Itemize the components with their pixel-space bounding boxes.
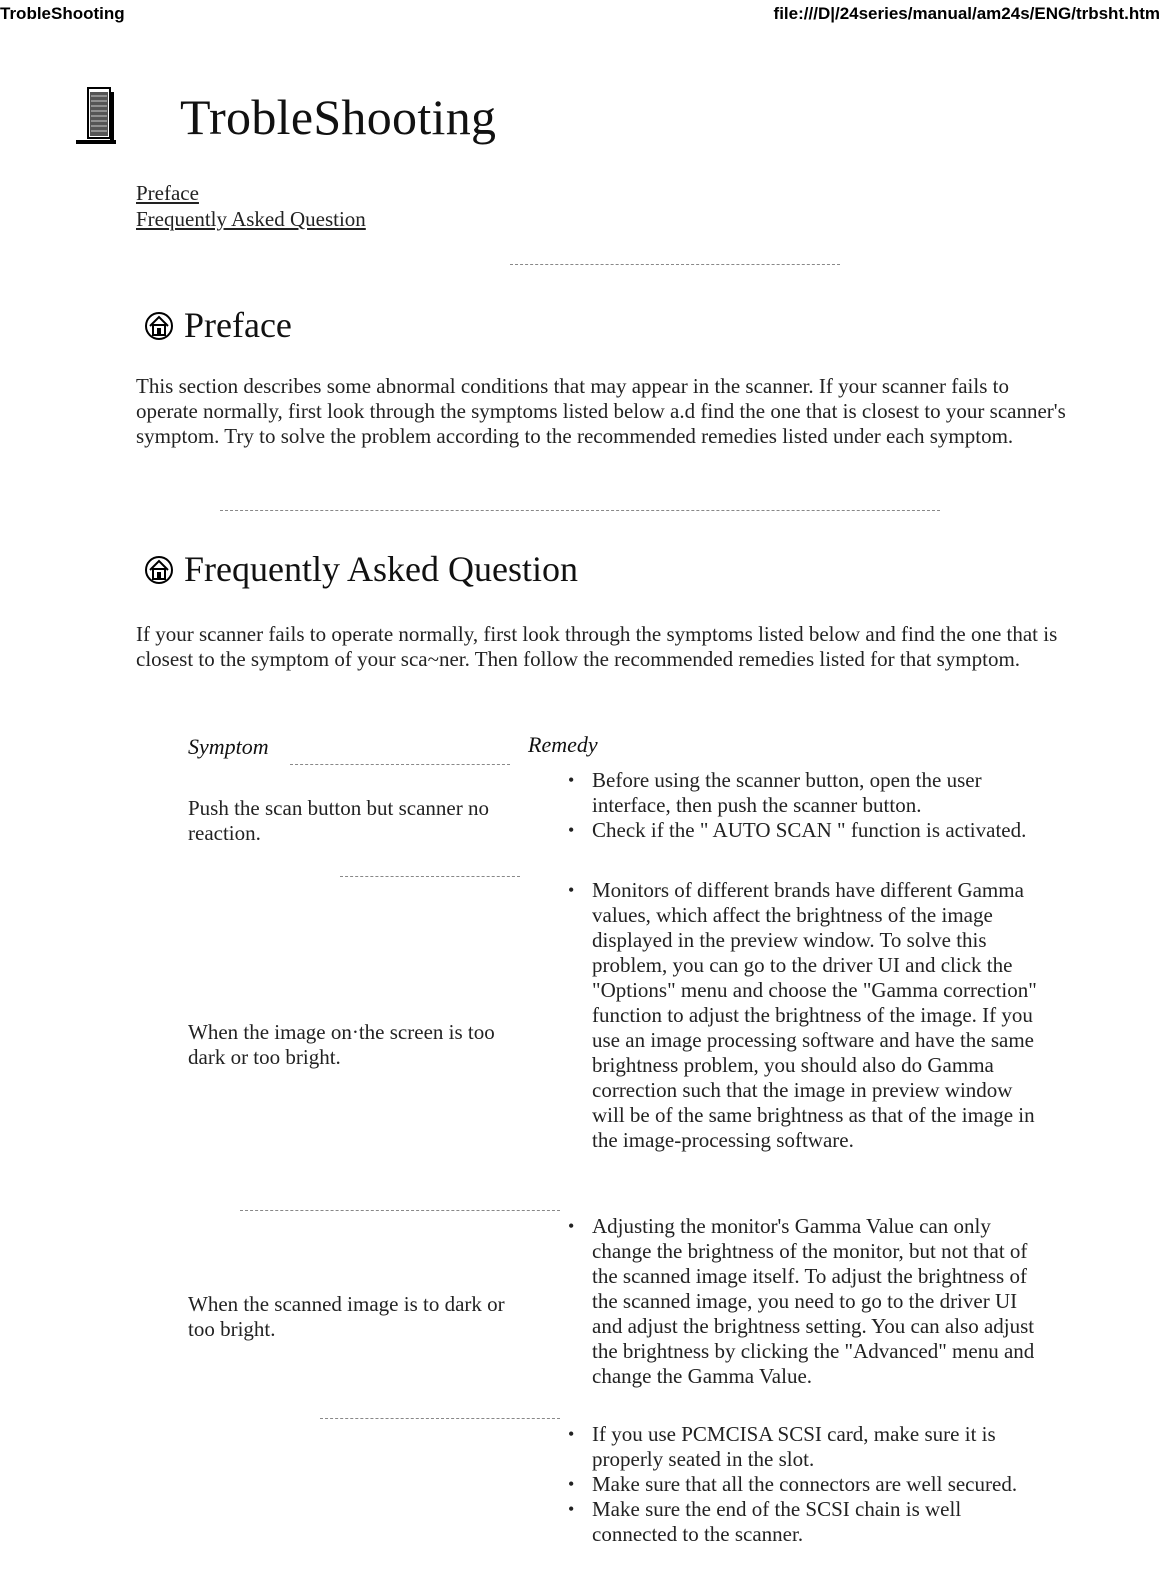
faq-heading: Frequently Asked Question (184, 549, 578, 589)
divider (240, 1210, 560, 1211)
remedy-list (566, 1422, 1046, 1547)
document-icon (74, 84, 120, 150)
table-of-contents (136, 180, 366, 232)
remedy-item: • Check if the " AUTO SCAN " function is activated. (566, 818, 1046, 843)
divider (510, 264, 840, 265)
remedy-list (566, 768, 1046, 843)
preface-heading: Preface (184, 305, 292, 345)
divider (290, 764, 510, 765)
print-header-title: TrobleShooting (0, 4, 125, 23)
remedy-list (566, 1214, 1046, 1389)
column-header-remedy: Remedy (528, 732, 598, 757)
divider (340, 876, 520, 877)
page-title: TrobleShooting (180, 89, 497, 145)
symptom-cell: When the image on·the screen is too dark or too bright. (188, 1020, 495, 1069)
home-icon (144, 310, 174, 340)
preface-heading-row (144, 304, 292, 346)
remedy-item: • Adjusting the monitor's Gamma Value can only change the brightness of the monitor, but not that of the scanned image itself. To adjust the brightness of the scanned image, you need to go to the driver UI and adjust the brightness setting. You can also adjust the brightness by clicking the "Advanced" menu and change the Gamma Value. (566, 1214, 1046, 1389)
toc-link-preface[interactable]: Preface (136, 181, 199, 205)
divider (320, 1418, 560, 1419)
divider (220, 510, 940, 511)
remedy-item: • Monitors of different brands have different Gamma values, which affect the brightness of the image displayed in the preview window. To solve this problem, you can go to the driver UI and click the "Options" menu and choose the "Gamma correction" function to adjust the brightness of the image. If you use an image processing software and have the same brightness problem, you should also do Gamma correction such that the image in preview window will be of the same brightness as that of the image in the image-processing software. (566, 878, 1046, 1153)
page-title-row (74, 84, 496, 150)
remedy-item: • Before using the scanner button, open the user interface, then push the scanner button. (566, 768, 1046, 818)
remedy-item: • If you use PCMCISA SCSI card, make sure it is properly seated in the slot. (566, 1422, 1046, 1472)
print-header-url: file:///D|/24series/manual/am24s/ENG/trbsht.htm (773, 4, 1160, 23)
remedy-item: • Make sure that all the connectors are well secured. (566, 1472, 1046, 1497)
remedy-item: • Make sure the end of the SCSI chain is well connected to the scanner. (566, 1497, 1046, 1547)
symptom-cell: Push the scan button but scanner no reaction. (188, 796, 489, 845)
faq-intro: If your scanner fails to operate normally, first look through the symptoms listed below and find the one that is closest to the symptom of your sca~ner. Then follow the recommended remedies listed for that symptom. (136, 622, 1058, 671)
column-header-symptom: Symptom (188, 734, 269, 759)
faq-heading-row (144, 548, 578, 590)
remedy-list (566, 878, 1046, 1153)
preface-text: This section describes some abnormal conditions that may appear in the scanner. If your scanner fails to operate normally, first look through the symptoms listed below a.d find the one that is closest to your scanner's symptom. Try to solve the problem according to the recommended remedies listed under each symptom. (136, 374, 1066, 448)
symptom-cell: When the scanned image is to dark or too bright. (188, 1292, 505, 1341)
toc-link-faq[interactable]: Frequently Asked Question (136, 207, 366, 231)
home-icon (144, 554, 174, 584)
